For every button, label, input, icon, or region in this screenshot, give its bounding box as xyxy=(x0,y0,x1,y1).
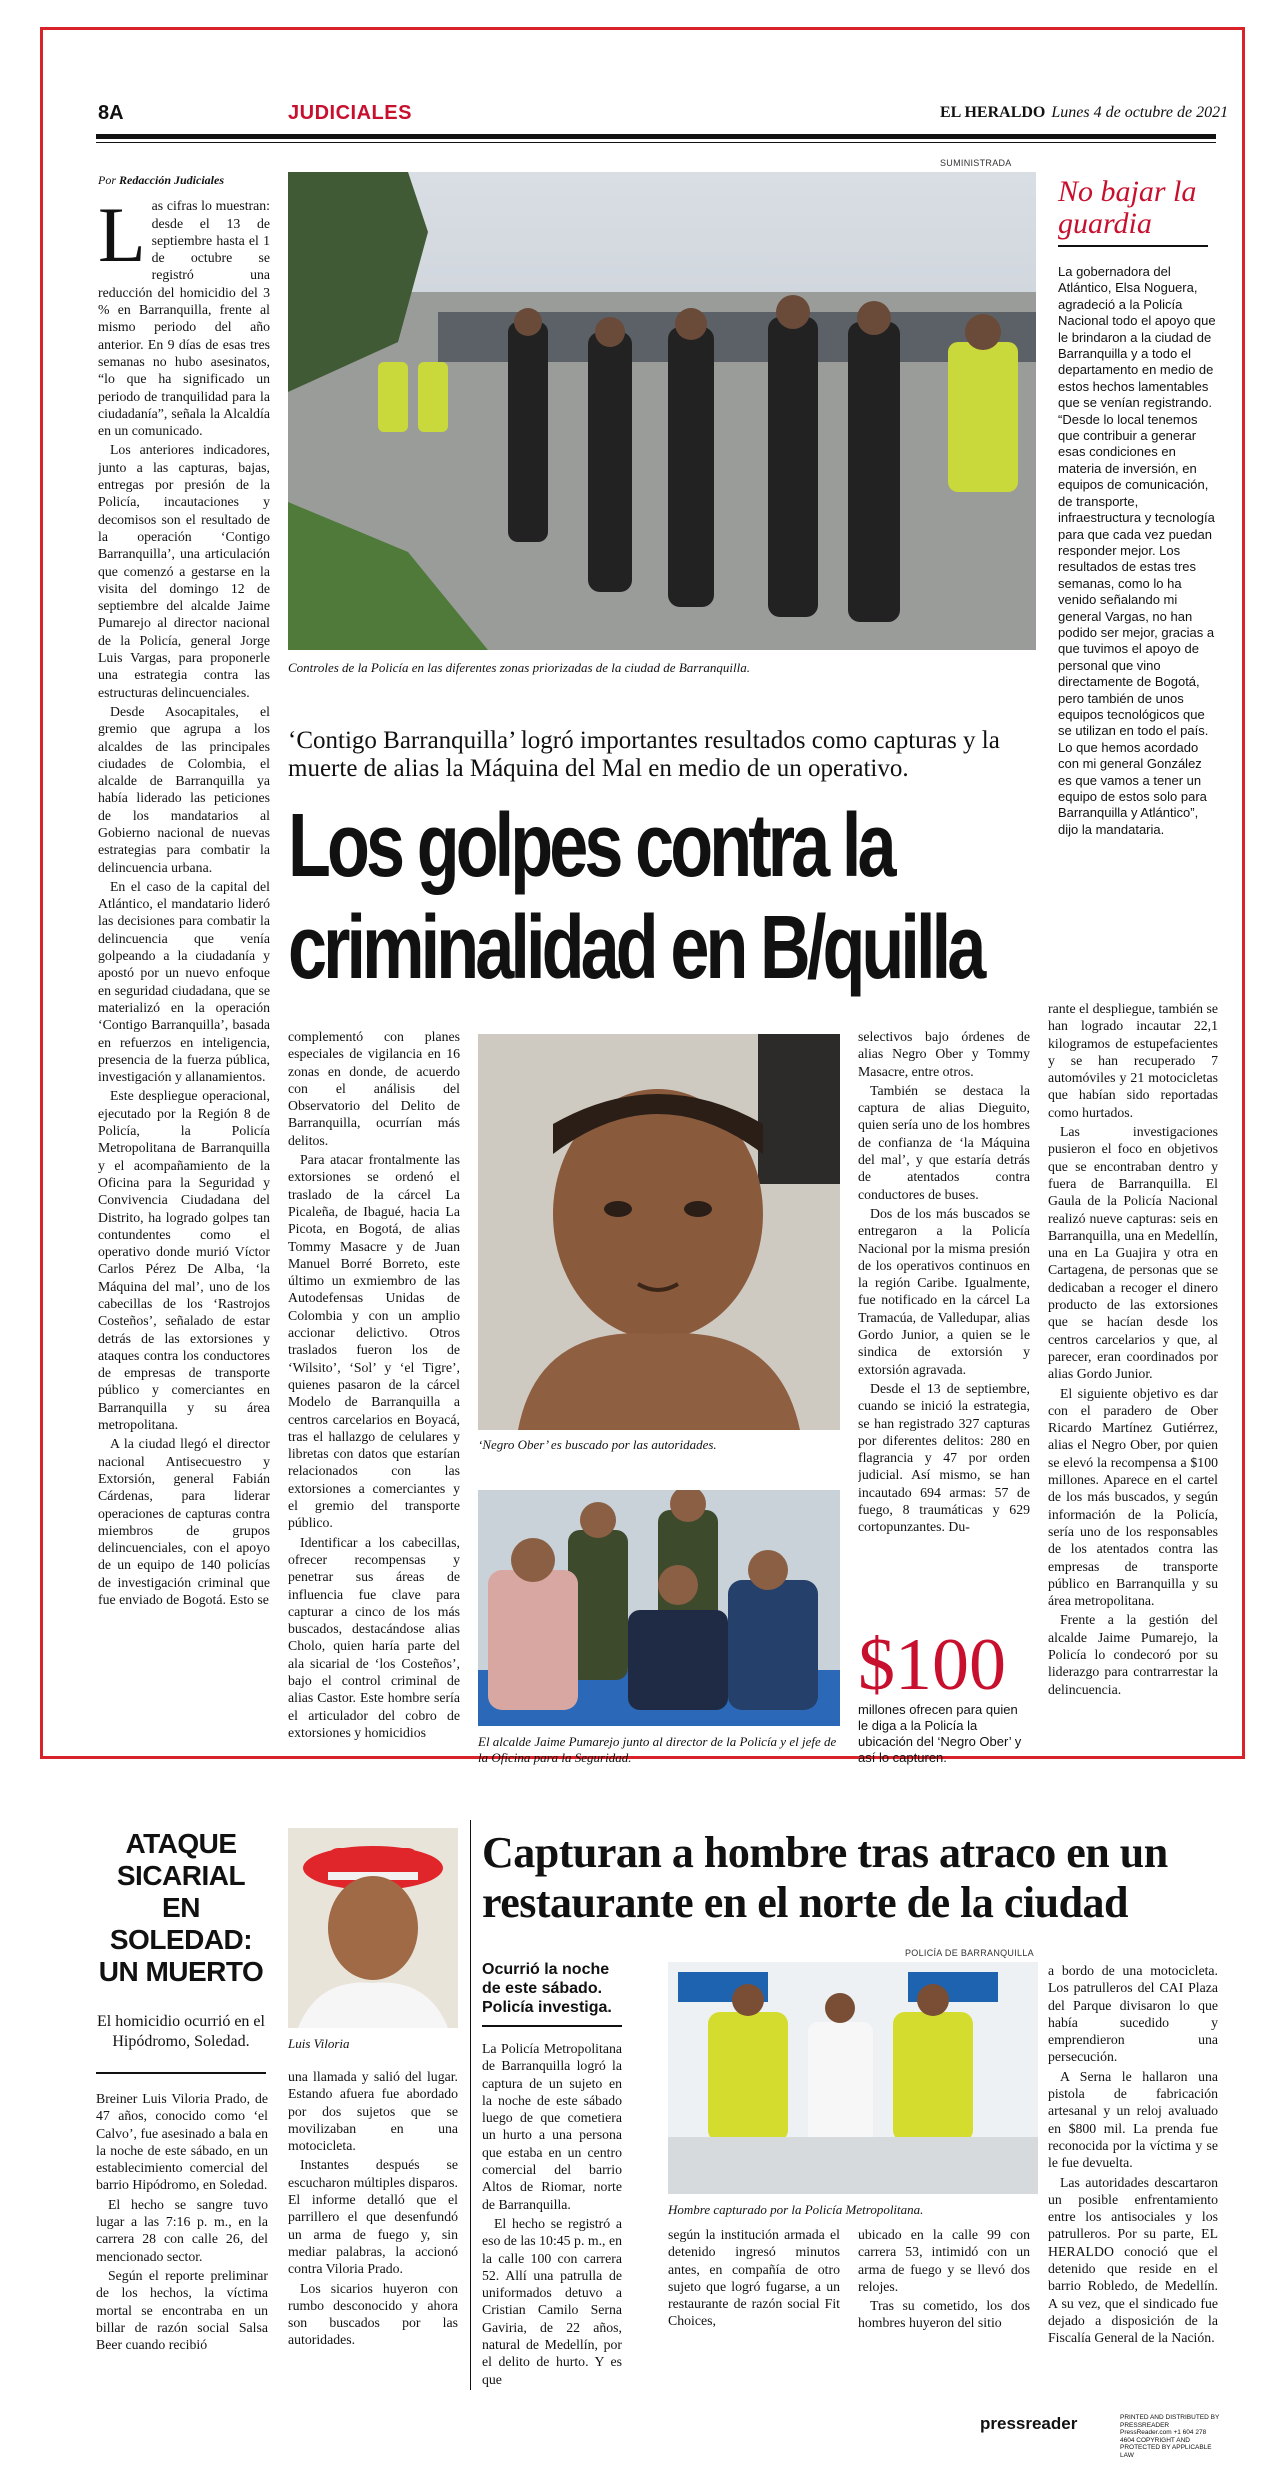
paragraph: Desde Asocapitales, el gremio que agrupa a los alcaldes de las principales ciudades de Colombia, el alcalde de Barranquilla ya había liderado las peticiones de los mandatarios al Gobierno nacional de nuevas estrategias para combatir la delincuencia urbana. xyxy=(98,703,270,875)
reward-amount: $100 xyxy=(858,1624,1006,1706)
header-rule xyxy=(96,134,1216,139)
paragraph: Frente a la gestión del alcalde Jaime Pumarejo, la Policía lo condecoró por su liderazgo para contrarrestar la delincuencia. xyxy=(1048,1612,1218,1697)
paragraph: El siguiente objetivo es dar con el paradero de Ober Ricardo Martínez Gutiérrez, alias el Negro Ober, por quien se elevó la recompensa a $100 millones. Aparece en el cartel de los más buscados, y según información de la Policía, sería uno de los responsables de los atentados contra las empresas de transporte público en Barranquilla y su área metropolitana. xyxy=(1048,1385,1218,1609)
photo-credit: SUMINISTRADA xyxy=(940,158,1012,168)
capture-subhead-rule xyxy=(482,2025,622,2027)
paragraph: Breiner Luis Viloria Prado, de 47 años, conocido como ‘el Calvo’, fue asesinado a bala en la noche de este sábado, en un establecimiento comercial del barrio Hipódromo, en Soledad. xyxy=(96,2091,268,2193)
paragraph: También se destaca la captura de alias Dieguito, quien sería uno de los hombres de confianza de ‘la Máquina del mal’, y que estaría detrás de atentados contra conductores de buses. xyxy=(858,1082,1030,1202)
officials-photo xyxy=(478,1490,840,1726)
capture-headline: Capturan a hombre tras atraco en un restaurante en el norte de la ciudad xyxy=(482,1828,1168,1927)
suspect-photo-caption: ‘Negro Ober’ es buscado por las autoridades. xyxy=(478,1437,717,1452)
soledad-subhead: El homicidio ocurrió en el Hipódromo, Soledad. xyxy=(97,2013,265,2050)
victim-portrait xyxy=(288,1828,458,2028)
paragraph: Las investigaciones pusieron el foco en objetivos que se encontraban dentro y fuera de Barranquilla. El Gaula de la Policía Nacional realizó nueve capturas: seis en Barranquilla, una en Medellín, una en La Guajira y otra en Cartagena, de personas que se dedicaban a recoger el dinero producto de las extorsiones que se hacían desde los centros carcelarios y que, al parecer, eran coordinados por alias Gordo Junior. xyxy=(1048,1124,1218,1382)
paragraph: La Policía Metropolitana de Barranquilla logró la captura de un sujeto en la noche de este sábado luego de que cometiera un hurto a una persona que estaba en un centro comercial del barrio Altos de Riomar, norte de Barranquilla. xyxy=(482,2041,622,2212)
paragraph: según la institución armada el detenido ingresó minutos antes, en compañía de otro sujeto que logró fugarse, a un restaurante de razón social Fit Choices, xyxy=(668,2227,840,2329)
capture-column-2 xyxy=(668,2226,840,2386)
police-photo xyxy=(288,172,1036,650)
paragraph: Las autoridades descartaron un posible enfrentamiento entre los antisociales y los patrulleros. Por su parte, EL HERALDO conoció que el detenido que reside en el barrio Robledo, de Medellín. A su vez, que el sindicado fue dejado a disposición de la Fiscalía General de la Nación. xyxy=(1048,2174,1218,2346)
arrest-photo xyxy=(668,1962,1038,2194)
paragraph: Dos de los más buscados se entregaron a la Policía Nacional por la misma presión de los operativos continuos en la región Caribe. Igualmente, fue notificado en la cárcel La Tramacúa, de Valledupar, alias Gordo Junior, a quien se le sindica de extorsión y extorsión agravada. xyxy=(858,1205,1030,1377)
issue-date: Lunes 4 de octubre de 2021 xyxy=(1051,104,1229,121)
capture-column-3 xyxy=(858,2226,1030,2386)
paragraph: Este despliegue operacional, ejecutado por la Región 8 de Policía, la Policía Metropolitana de Barranquilla y el acompañamiento de la Oficina para la Seguridad y Convivencia Ciudadana del Distrito, ha logrado golpes tan contundentes como el operativo donde murió Víctor Carlos Pérez De Alba, ‘la Máquina del mal’, uno de los cabecillas de los ‘Rastrojos Costeños’, señalado de estar detrás de las extorsiones y ataques contra los conductores de empresas de transporte público y comerciantes en Barranquilla y su área metropolitana. xyxy=(98,1088,270,1433)
capture-column-4 xyxy=(1048,1962,1218,2392)
suspect-photo xyxy=(478,1034,840,1430)
capture-subhead: Ocurrió la noche de este sábado. Policía investiga. xyxy=(482,1961,612,2016)
paragraph: selectivos bajo órdenes de alias Negro Ober y Tommy Masacre, entre otros. xyxy=(858,1029,1030,1079)
byline: Por Redacción Judiciales xyxy=(98,173,224,187)
soledad-rule xyxy=(96,2072,266,2074)
column-divider xyxy=(470,1820,471,2390)
paragraph: ubicado en la calle 99 con carrera 53, intimidó con un arma de fuego y se llevó dos relojes. xyxy=(858,2227,1030,2294)
officials-illustration xyxy=(478,1490,840,1726)
capture-column-1 xyxy=(482,2040,622,2390)
reward-text: millones ofrecen para quien le diga a la Policía la ubicación del ‘Negro Ober’ y así lo capturen. xyxy=(858,1702,1022,1765)
paragraph: Tras su cometido, los dos hombres huyeron del sitio xyxy=(858,2298,1030,2331)
main-column-2 xyxy=(288,1028,460,1752)
paper-name: EL HERALDO xyxy=(940,104,1046,121)
police-photo-illustration xyxy=(288,172,1036,650)
masthead-date xyxy=(940,104,1228,122)
capture-photo-credit: POLICÍA DE BARRANQUILLA xyxy=(905,1948,1034,1958)
paragraph: En el caso de la capital del Atlántico, el mandatario lideró las decisiones para combatir la delincuencia que venía golpeando a la ciudadanía y apostó por un nuevo enfoque en seguridad ciudadana, que se materializó en la operación ‘Contigo Barranquilla’, basada en refuerzos en inteligencia, presencia de la fuerza pública, investigación y allanamientos. xyxy=(98,878,270,1085)
victim-photo-caption: Luis Viloria xyxy=(288,2036,350,2051)
officials-photo-caption: El alcalde Jaime Pumarejo junto al director de la Policía y el jefe de la Oficina para la Seguridad. xyxy=(478,1734,837,1765)
main-headline: Los golpes contra la criminalidad en B/quilla xyxy=(288,796,983,998)
paragraph: a bordo de una motocicleta. Los patrulleros del CAI Plaza del Parque divisaron lo que había sucedido y emprendieron una persecución. xyxy=(1048,1963,1218,2065)
main-column-5 xyxy=(1048,1000,1218,1752)
paragraph: Los anteriores indicadores, junto a las capturas, bajas, entregas por presión de la Policía, incautaciones y decomisos son el resultado de la operación ‘Contigo Barranquilla’, una articulación que comenzó a gestarse en la visita del domingo 12 de septiembre del alcalde Jaime Pumarejo al director nacional de la Policía, general Jorge Luis Vargas, para proponerle una estrategia contra las estructuras delincuenciales. xyxy=(98,442,270,700)
sidebar-title: No bajar la guardia xyxy=(1058,175,1197,240)
paragraph: Para atacar frontalmente las extorsiones se ordenó el traslado de la cárcel La Picaleña, de Ibagué, hacia La Picota, en Bogotá, de alias Tommy Masacre y de Juan Manuel Borré Borreto, este último un exmiembro de las Autodefensas Unidas de Colombia y con un amplio accionar delictivo. Otros traslados fueron los de ‘Wilsito’, ‘Sol’ y ‘el Tigre’, quienes pasaron de la cárcel Modelo de Barranquilla a centros carcelarios en Boyacá, tras el hallazgo de celulares y libretas con datos que estarían relacionados con las extorsiones a comerciantes y el gremio del transporte público. xyxy=(288,1152,460,1531)
paragraph: Los sicarios huyeron con rumbo desconocido y ahora son buscados por las autoridades. xyxy=(288,2280,458,2348)
paragraph: A la ciudad llegó el director nacional Antisecuestro y Extorsión, general Fabián Cárdenas, para liderar operaciones de capturas contra miembros de grupos delincuenciales, con el apoyo de un equipo de 140 policías de investigación criminal que fue enviado de Bogotá. Esto se xyxy=(98,1436,270,1608)
soledad-headline: ATAQUE SICARIAL EN SOLEDAD: UN MUERTO xyxy=(98,1828,264,1987)
paragraph: Instantes después se escucharon múltiples disparos. El informe detalló que el parrillero el que desenfundó un arma de fuego y, sin mediar palabras, la accionó contra Viloria Prado. xyxy=(288,2157,458,2277)
pressreader-logo: pressreader xyxy=(980,2414,1078,2433)
paragraph: A Serna le hallaron una pistola de fabricación artesanal y un reloj avaluado en $800 mil. La prenda fue reconocida por la víctima y se le fue devuelta. xyxy=(1048,2068,1218,2171)
suspect-portrait xyxy=(478,1034,840,1430)
paragraph: una llamada y salió del lugar. Estando afuera fue abordado por dos sujetos que se movilizaban en una motocicleta. xyxy=(288,2069,458,2154)
article-deck: ‘Contigo Barranquilla’ logró importantes resultados como capturas y la muerte de alias la Máquina del Mal en medio de un operativo. xyxy=(288,727,1000,782)
paragraph: as cifras lo muestran: desde el 13 de septiembre hasta el 1 de octubre se registró una reducción del homicidio del 3 % en Barranquilla, frente al mismo periodo del año anterior. En 9 días de esas tres semanas no hubo asesinatos, “lo que ha significado un periodo de tranquilidad para la ciudadanía”, señala la Alcaldía en un comunicado. xyxy=(98,198,270,439)
sidebar-rule xyxy=(1058,245,1208,247)
pressreader-notice: PRINTED AND DISTRIBUTED BY PRESSREADER PressReader.com +1 604 278 4604 COPYRIGHT AND PROTECTED BY APPLICABLE LAW xyxy=(1120,2414,1220,2459)
paragraph: Desde el 13 de septiembre, cuando se inició la estrategia, se han registrado 327 capturas por diferentes delitos: 280 en flagrancia y 47 por orden judicial. Así mismo, se han incautado 694 armas: 57 de fuego, 8 traumáticas y 629 cortopunzantes. Du- xyxy=(858,1380,1030,1535)
arrest-illustration xyxy=(668,1962,1038,2194)
soledad-column-1 xyxy=(96,2090,268,2390)
paragraph: El hecho se registró a eso de las 10:45 p. m., en la calle 100 con carrera 52. Allí una patrulla de uniformados detuvo a Cristian Camilo Serna Gaviria, de 22 años, natural de Medellín, por el delito de hurto. Y es que xyxy=(482,2215,622,2387)
paragraph: Identificar a los cabecillas, ofrecer recompensas y penetrar sus áreas de influencia fue clave para capturar a cinco de los más buscados, destacándose alias Cholo, quien haría parte del ala sicarial de ‘los Costeños’, bajo el control criminal de alias Castor. Este hombre sería el articulador del cobro de extorsiones y homicidios xyxy=(288,1534,460,1740)
police-photo-caption: Controles de la Policía en las diferentes zonas priorizadas de la ciudad de Barranquilla. xyxy=(288,660,750,675)
section-name: JUDICIALES xyxy=(288,102,412,124)
paragraph: rante el despliegue, también se han logrado incautar 22,1 kilogramos de estupefacientes y se han recuperado 7 automóviles y 21 motocicletas que habían sido reportadas como hurtados. xyxy=(1048,1001,1218,1120)
paragraph: complementó con planes especiales de vigilancia en 16 zonas en donde, de acuerdo con el análisis del Observatorio del Delito de Barranquilla, ocurrían más delitos. xyxy=(288,1029,460,1148)
page-number: 8A xyxy=(98,102,124,124)
header-rule-thin xyxy=(96,142,1216,143)
pressreader-footer xyxy=(980,2410,1220,2459)
drop-cap: L xyxy=(98,191,146,279)
paragraph: El hecho se sangre tuvo lugar a las 7:16 p. m., en la carrera 28 con calle 26, del mencionado sector. xyxy=(96,2196,268,2264)
victim-photo xyxy=(288,1828,458,2028)
arrest-photo-caption: Hombre capturado por la Policía Metropolitana. xyxy=(668,2202,924,2217)
main-column-1 xyxy=(98,172,270,1752)
soledad-column-2 xyxy=(288,2068,458,2388)
main-column-4 xyxy=(858,1028,1030,1628)
paragraph: Según el reporte preliminar de los hechos, la víctima mortal se encontraba en un billar de razón social Salsa Beer cuando recibió xyxy=(96,2267,268,2353)
sidebar-text: La gobernadora del Atlántico, Elsa Noguera, agradeció a la Policía Nacional todo el apoyo que le brindaron a la ciudad de Barranquilla y a todo el departamento en medio de estos hechos lamentables que se venían registrando. “Desde lo local tenemos que contribuir a generar esas condiciones en materia de inversión, en equipos de comunicación, de transporte, infraestructura y tecnología para que cada vez puedan responder mejor. Los resultados de estas tres semanas, como lo ha venido señalando mi general Vargas, no han podido ser mejor, gracias a que tuvimos el apoyo de personal que vino directamente de Bogotá, pero también de unos equipos tecnológicos que se utilizan en todo el país. Lo que hemos acordado con mi general González es que vamos a tener un equipo de estos solo para Barranquilla y Atlántico”, dijo la mandataria. xyxy=(1058,264,1216,837)
